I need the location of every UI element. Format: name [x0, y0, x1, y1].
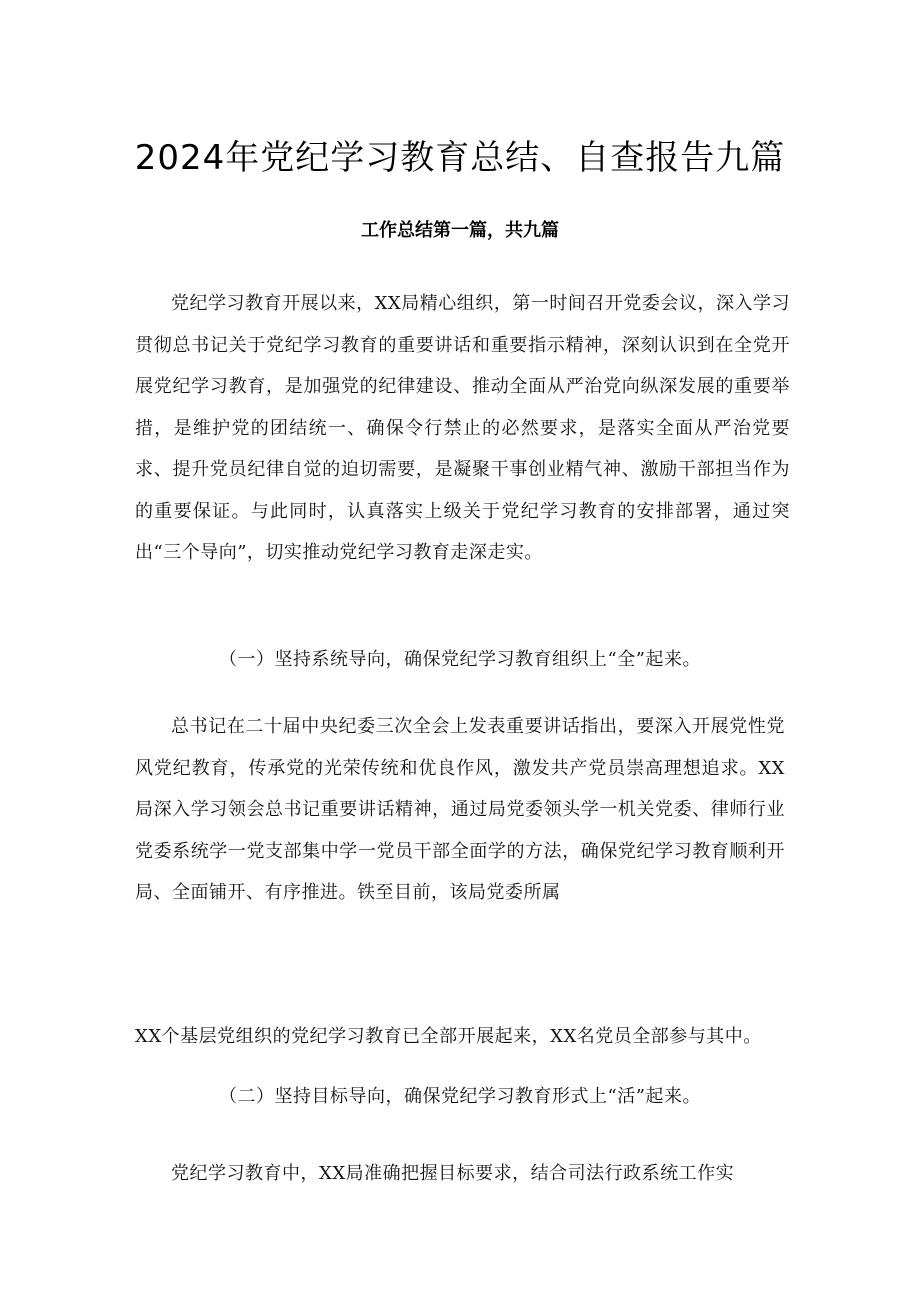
paragraph-2-continued: XX个基层党组织的党纪学习教育已全部开展起来，XX名党员全部参与其中。 [135, 1026, 762, 1047]
paragraph-2: 总书记在二十届中央纪委三次全会上发表重要讲话指出，要深入开展党性党风党纪教育，传承党的光荣传统和优良作风，激发共产党员崇高理想追求。XX局深入学习领会总书记重要讲话精神，通过局党委领头学一机关党委、律师行业党委系统学一党支部集中学一党员干部全面学的方法，确保党纪学习教育顺利开局、全面铺开、有序推进。铁至目前，该局党委所属 [135, 716, 785, 903]
section-heading-1: （一）坚持系统导向，确保党纪学习教育组织上“全”起来。 [219, 649, 701, 670]
document-subtitle: 工作总结第一篇，共九篇 [361, 220, 559, 241]
paragraph-3: 党纪学习教育中，XX局准确把握目标要求，结合司法行政系统工作实 [171, 1163, 735, 1184]
document-title: 2024年党纪学习教育总结、自查报告九篇 [134, 137, 786, 178]
section-heading-2: （二）坚持目标导向，确保党纪学习教育形式上“活”起来。 [219, 1086, 701, 1107]
paragraph-1: 党纪学习教育开展以来，XX局精心组织，第一时间召开党委会议，深入学习贯彻总书记关于党纪学习教育的重要讲话和重要指示精神，深刻认识到在全党开展党纪学习教育，是加强党的纪律建设、推动全面从严治党向纵深发展的重要举措，是维护党的团结统一、确保令行禁止的必然要求，是落实全面从严治党要求、提升党员纪律自觉的迫切需要，是凝聚干事创业精气神、激励干部担当作为的重要保证。与此同时，认真落实上级关于党纪学习教育的安排部署，通过突出“三个导向”，切实推动党纪学习教育走深走实。 [135, 293, 790, 563]
